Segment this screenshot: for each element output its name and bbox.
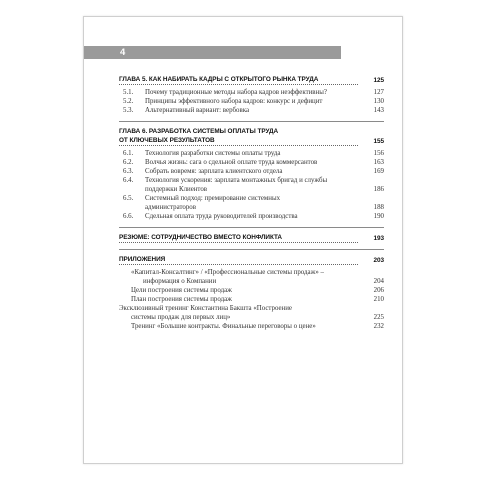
toc-item: Тренинг «Большие контракты. Финальные переговоры о цене» 232: [131, 323, 384, 330]
toc-item: 5.2. Принципы эффективного набора кадров: конкурс и дефицит 130: [123, 98, 384, 105]
summary-page: 193: [373, 235, 384, 242]
toc-item: 5.3. Альтернативный вариант: вербовка 143: [123, 107, 384, 114]
toc-item: 6.5. Системный подход: премирование системных администраторов 188: [123, 195, 384, 211]
toc-item: «Капитал-Консалтинг» / «Профессиональные системы продаж» – информация о Компании 204: [131, 269, 384, 285]
divider: [119, 249, 384, 250]
toc-summary: [119, 233, 384, 243]
toc-item: Эксклюзивный тренинг Константина Бакшта «Построение системы продаж для первых лиц» 225: [119, 305, 384, 321]
page-number: 4: [120, 47, 126, 58]
toc-item: 6.1. Технология разработки системы оплаты труда 156: [123, 150, 384, 157]
toc-chapter-6: [119, 127, 384, 146]
summary-title: РЕЗЮМЕ: СОТРУДНИЧЕСТВО ВМЕСТО КОНФЛИКТА: [119, 233, 358, 243]
chapter-page: 125: [373, 77, 384, 84]
chapter-title-line-1: ГЛАВА 6. РАЗРАБОТКА СИСТЕМЫ ОПЛАТЫ ТРУДА: [119, 128, 279, 135]
toc-item: 6.3. Собрать вовремя: зарплата клиентского отдела 169: [123, 168, 384, 175]
toc-appendix: [119, 255, 384, 265]
toc-item: Цели построения системы продаж 206: [131, 287, 384, 294]
toc-item: План построения системы продаж 210: [131, 296, 384, 303]
chapter-title: ГЛАВА 5. КАК НАБИРАТЬ КАДРЫ С ОТКРЫТОГО РЫНКА ТРУДА: [119, 75, 358, 85]
appendix-title: ПРИЛОЖЕНИЯ: [119, 255, 358, 265]
toc-item: 6.4. Технология ускорения: зарплата монтажных бригад и службы поддержки Клиентов 186: [123, 177, 384, 193]
chapter-page: 155: [373, 138, 384, 145]
chapter-title-line-2: ОТ КЛЮЧЕВЫХ РЕЗУЛЬТАТОВ: [119, 136, 358, 146]
appendix-page: 203: [373, 257, 384, 264]
divider: [119, 227, 384, 228]
divider: [119, 121, 384, 122]
toc-item: 5.1. Почему традиционные методы набора кадров неэффективны? 127: [123, 89, 384, 96]
toc-chapter-5: [119, 75, 384, 85]
toc-item: 6.2. Волчья жизнь: сага о сдельной оплате труда коммерсантов 163: [123, 159, 384, 166]
book-page: [83, 16, 403, 464]
toc-item: 6.6. Сдельная оплата труда руководителей производства 190: [123, 213, 384, 220]
table-of-contents: [119, 75, 384, 331]
